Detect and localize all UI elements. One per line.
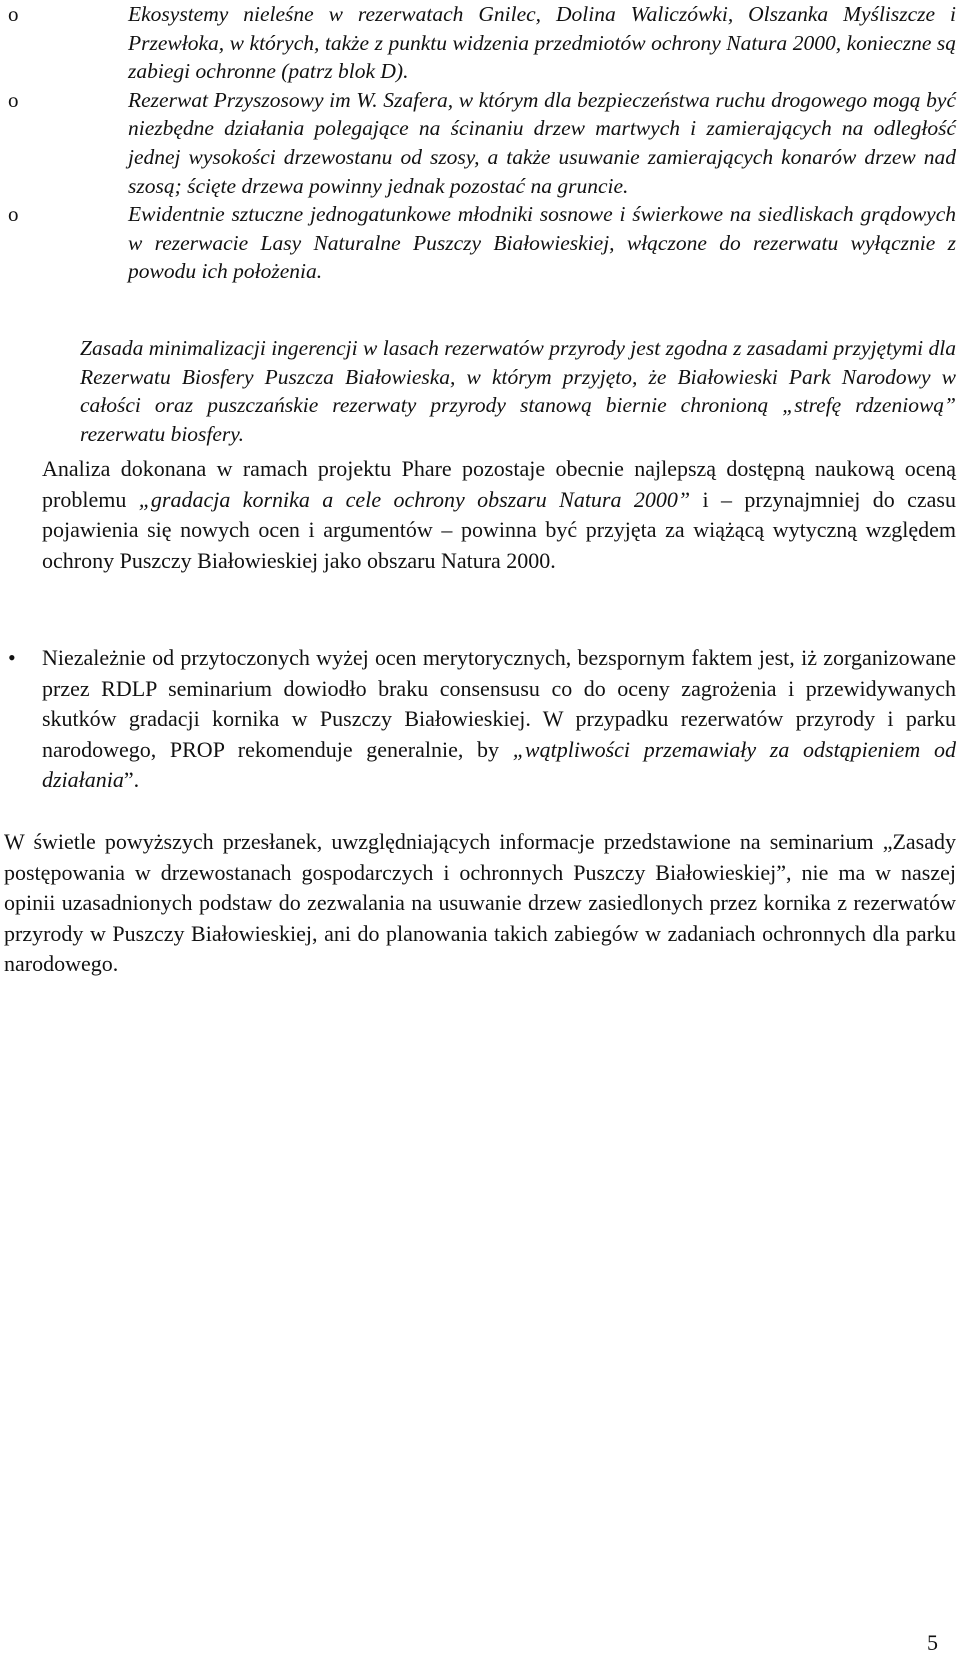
list-item: [8, 0, 956, 86]
list-item-text: Rezerwat Przyszosowy im W. Szafera, w którym dla bezpieczeństwa ruchu drogowego mogą być niezbędne działania polegające na ścinaniu drzew martwych i zamierających na odległość jednej wysokości drzewostanu od szosy, a także usuwanie zamierających konarów drzew nad szosą; ścięte drzewa powinny jednak pozostać na gruncie.: [128, 87, 956, 198]
final-paragraph: W świetle powyższych przesłanek, uwzględniających informacje przedstawione na seminarium „Zasady postępowania w drzewostanach gospodarczych i ochronnych Puszczy Białowieskiej”, nie ma w naszej opinii uzasadnionych podstaw do zezwalania na usuwanie drzew zasiedlonych przez kornika z rezerwatów przyrody w Puszczy Białowieskiej, ani do planowania takich zabiegów w zadaniach ochronnych dla parku narodowego.: [4, 829, 956, 976]
analysis-text-part1: Analiza dokonana w ramach projektu Phare pozostaje obecnie najlepszą dostępną naukową oceną problemu: [42, 456, 956, 512]
minimalization-paragraph: Zasada minimalizacji ingerencji w lasach rezerwatów przyrody jest zgodna z zasadami przyjętymi dla Rezerwatu Biosfery Puszcza Białowieska, w którym przyjęto, że Białowieski Park Narodowy w całości oraz puszczańskie rezerwaty przyrody stanową biernie chronioną „strefę rdzeniową” rezerwatu biosfery.: [80, 336, 956, 446]
list-item-text: Ekosystemy nieleśne w rezerwatach Gnilec, Dolina Waliczówki, Olszanka Myśliszcze i Przewłoka, w których, także z punktu widzenia przedmiotów ochrony Natura 2000, konieczne są zabiegi ochronne (patrz blok D).: [128, 2, 956, 84]
analysis-text-part2: i – przynajmniej do czasu pojawienia się nowych ocen i argumentów – powinna być przyjęta za wiążącą wytyczną względem ochrony Puszczy Białowieskiej jako obszaru Natura 2000.: [42, 486, 956, 573]
list-marker: o: [8, 87, 19, 112]
bullet-quote: „wątpliwości przemawiały za odstąpieniem od działania: [42, 736, 956, 792]
list-item: [8, 200, 956, 286]
bullet-text: [42, 643, 956, 796]
list-item: [8, 86, 956, 200]
analysis-paragraph: [42, 454, 956, 576]
list-item-text: Ewidentnie sztuczne jednogatunkowe młodniki sosnowe i świerkowe na siedliskach grądowych w rezerwacie Lasy Naturalne Puszczy Białowieskiej, włączone do rezerwatu wyłącznie z powodu ich położenia.: [128, 202, 956, 284]
bullet-text-part1: Niezależnie od przytoczonych wyżej ocen merytorycznych, bezspornym faktem jest, iż zorganizowane przez RDLP seminarium dowiodło braku consensusu co do oceny zagrożenia i przewidywanych skutków gradacji kornika w Puszczy Białowieskiej. W przypadku rezerwatów przyrody i parku narodowego, PROP rekomenduje generalnie, by: [42, 645, 956, 762]
list-marker: o: [8, 2, 19, 26]
page-number: 5: [927, 1630, 938, 1655]
bullet-list-item: [0, 643, 956, 796]
bullet-text-part2: ”.: [123, 767, 140, 792]
list-marker: o: [8, 202, 19, 227]
bullet-marker: •: [8, 645, 16, 670]
analysis-quote: „gradacja kornika a cele ochrony obszaru Natura 2000”: [138, 486, 691, 512]
sub-bullet-list: [8, 0, 956, 286]
